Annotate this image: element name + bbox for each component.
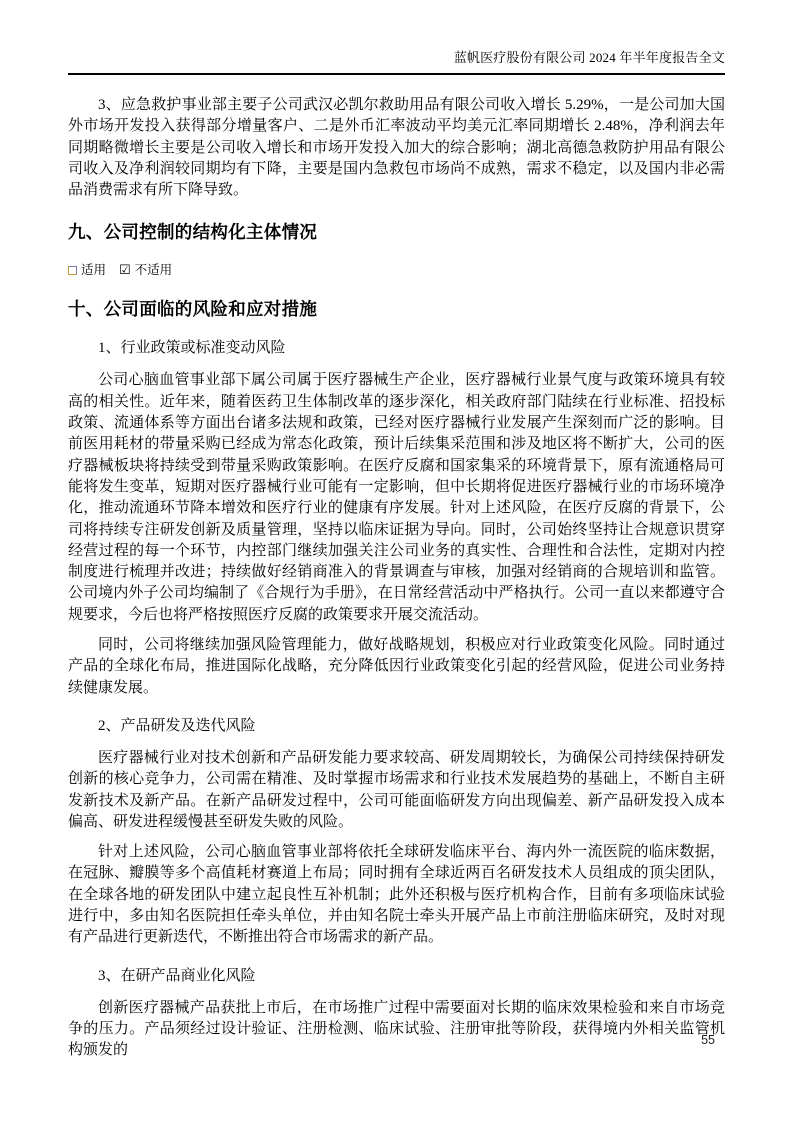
risk-block-product-rd [68, 716, 725, 949]
applicability-line [68, 262, 725, 278]
risk-2-paragraph-2: 针对上述风险，公司心脑血管事业部将依托全球研发临床平台、海内外一流医院的临床数据，在冠脉、瓣膜等多个高值耗材赛道上布局；同时拥有全球近两百名研发技术人员组成的顶尖团队，在全球各地的研发团队中建立起良性互补机制；此外还积极与医疗机构合作，目前有多项临床试验进行中，多由知名医院担任牵头单位，并由知名院士牵头开展产品上市前注册临床研究，及时对现有产品进行更新迭代，不断推出符合市场需求的新产品。 [68, 844, 725, 946]
risk-1-heading: 1、行业政策或标准变动风险 [98, 340, 286, 357]
risk-1-paragraph-2: 同时，公司将继续加强风险管理能力，做好战略规划，积极应对行业政策变化风险。同时通过产品的全球化布局，推进国际化战略，充分降低因行业政策变化引起的经营风险，促进公司业务持续健康发展。 [68, 637, 725, 696]
section-9-heading: 九、公司控制的结构化主体情况 [68, 222, 318, 243]
report-title: 蓝帆医疗股份有限公司 2024 年半年度报告全文 [453, 50, 725, 65]
risk-2-paragraph-1: 医疗器械行业对技术创新和产品研发能力要求较高、研发周期较长，为确保公司持续保持研发创新的核心竞争力，公司需在精准、及时掌握市场需求和行业技术发展趋势的基础上，不断自主研发新技术及新产品。在新产品研发过程中，公司可能面临研发方向出现偏差、新产品研发投入成本偏高、研发进程缓慢甚至研发失败的风险。 [68, 749, 725, 830]
checkbox-checked-icon: ☑ [119, 262, 131, 278]
risk-block-commercialization [68, 966, 725, 1062]
page-header [68, 0, 725, 75]
section-10-heading: 十、公司面临的风险和应对措施 [68, 299, 318, 320]
paragraph-emergency-business-unit: 3、应急救护事业部主要子公司武汉必凯尔救助用品有限公司收入增长 5.29%，一是公司加大国外市场开发投入获得部分增量客户、二是外币汇率波动平均美元汇率同期增长 2.48%，净利润去年同期略微增长主要是公司收入增长和市场开发投入加大的综合影响；湖北高德急救防护用品有限公司收入及净利润较同期均有下降，主要是国内急救包市场尚不成熟，需求不稳定，以及国内非必需品消费需求有所下降导致。 [68, 97, 725, 199]
checkbox-unchecked-icon [68, 266, 77, 275]
applicable-label: 适用 [81, 263, 107, 278]
risk-3-paragraph-1: 创新医疗器械产品获批上市后，在市场推广过程中需要面对长期的临床效果检验和来自市场竞争的压力。产品须经过设计验证、注册检测、临床试验、注册审批等阶段，获得境内外相关监管机构颁发的 [68, 999, 725, 1059]
not-applicable-label: 不适用 [134, 263, 173, 278]
risk-block-industry-policy [68, 338, 725, 698]
risk-3-heading: 3、在研产品商业化风险 [98, 967, 256, 984]
page-number: 55 [701, 1033, 715, 1047]
risk-1-paragraph-1: 公司心脑血管事业部下属公司属于医疗器械生产企业，医疗器械行业景气度与政策环境具有较高的相关性。近年来，随着医药卫生体制改革的逐步深化，相关政府部门陆续在行业标准、招投标政策、流通体系等方面出台诸多法规和政策，已经对医疗器械行业发展产生深刻而广泛的影响。目前医用耗材的带量采购已经成为常态化政策，预计后续集采范围和涉及地区将不断扩大，公司的医疗器械板块将持续受到带量采购政策影响。在医疗反腐和国家集采的环境背景下，原有流通格局可能将发生变革，短期对医疗器械行业可能有一定影响，但中长期将促进医疗器械行业的市场环境净化，推动流通环节降本增效和医疗行业的健康有序发展。针对上述风险，在医疗反腐的背景下，公司将持续专注研发创新及质量管理，坚持以临床证据为导向。同时，公司始终坚持让合规意识贯穿经营过程的每一个环节，内控部门继续加强关注公司业务的真实性、合理性和合法性，定期对内控制度进行梳理并改进；持续做好经销商准入的背景调查与审核，加强对经销商的合规培训和监管。公司境内外子公司均编制了《合规行为手册》，在日常经营活动中严格执行。公司一直以来都遵守合规要求，今后也将严格按照医疗反腐的政策要求开展交流活动。 [68, 372, 725, 623]
risk-2-heading: 2、产品研发及迭代风险 [98, 717, 256, 734]
